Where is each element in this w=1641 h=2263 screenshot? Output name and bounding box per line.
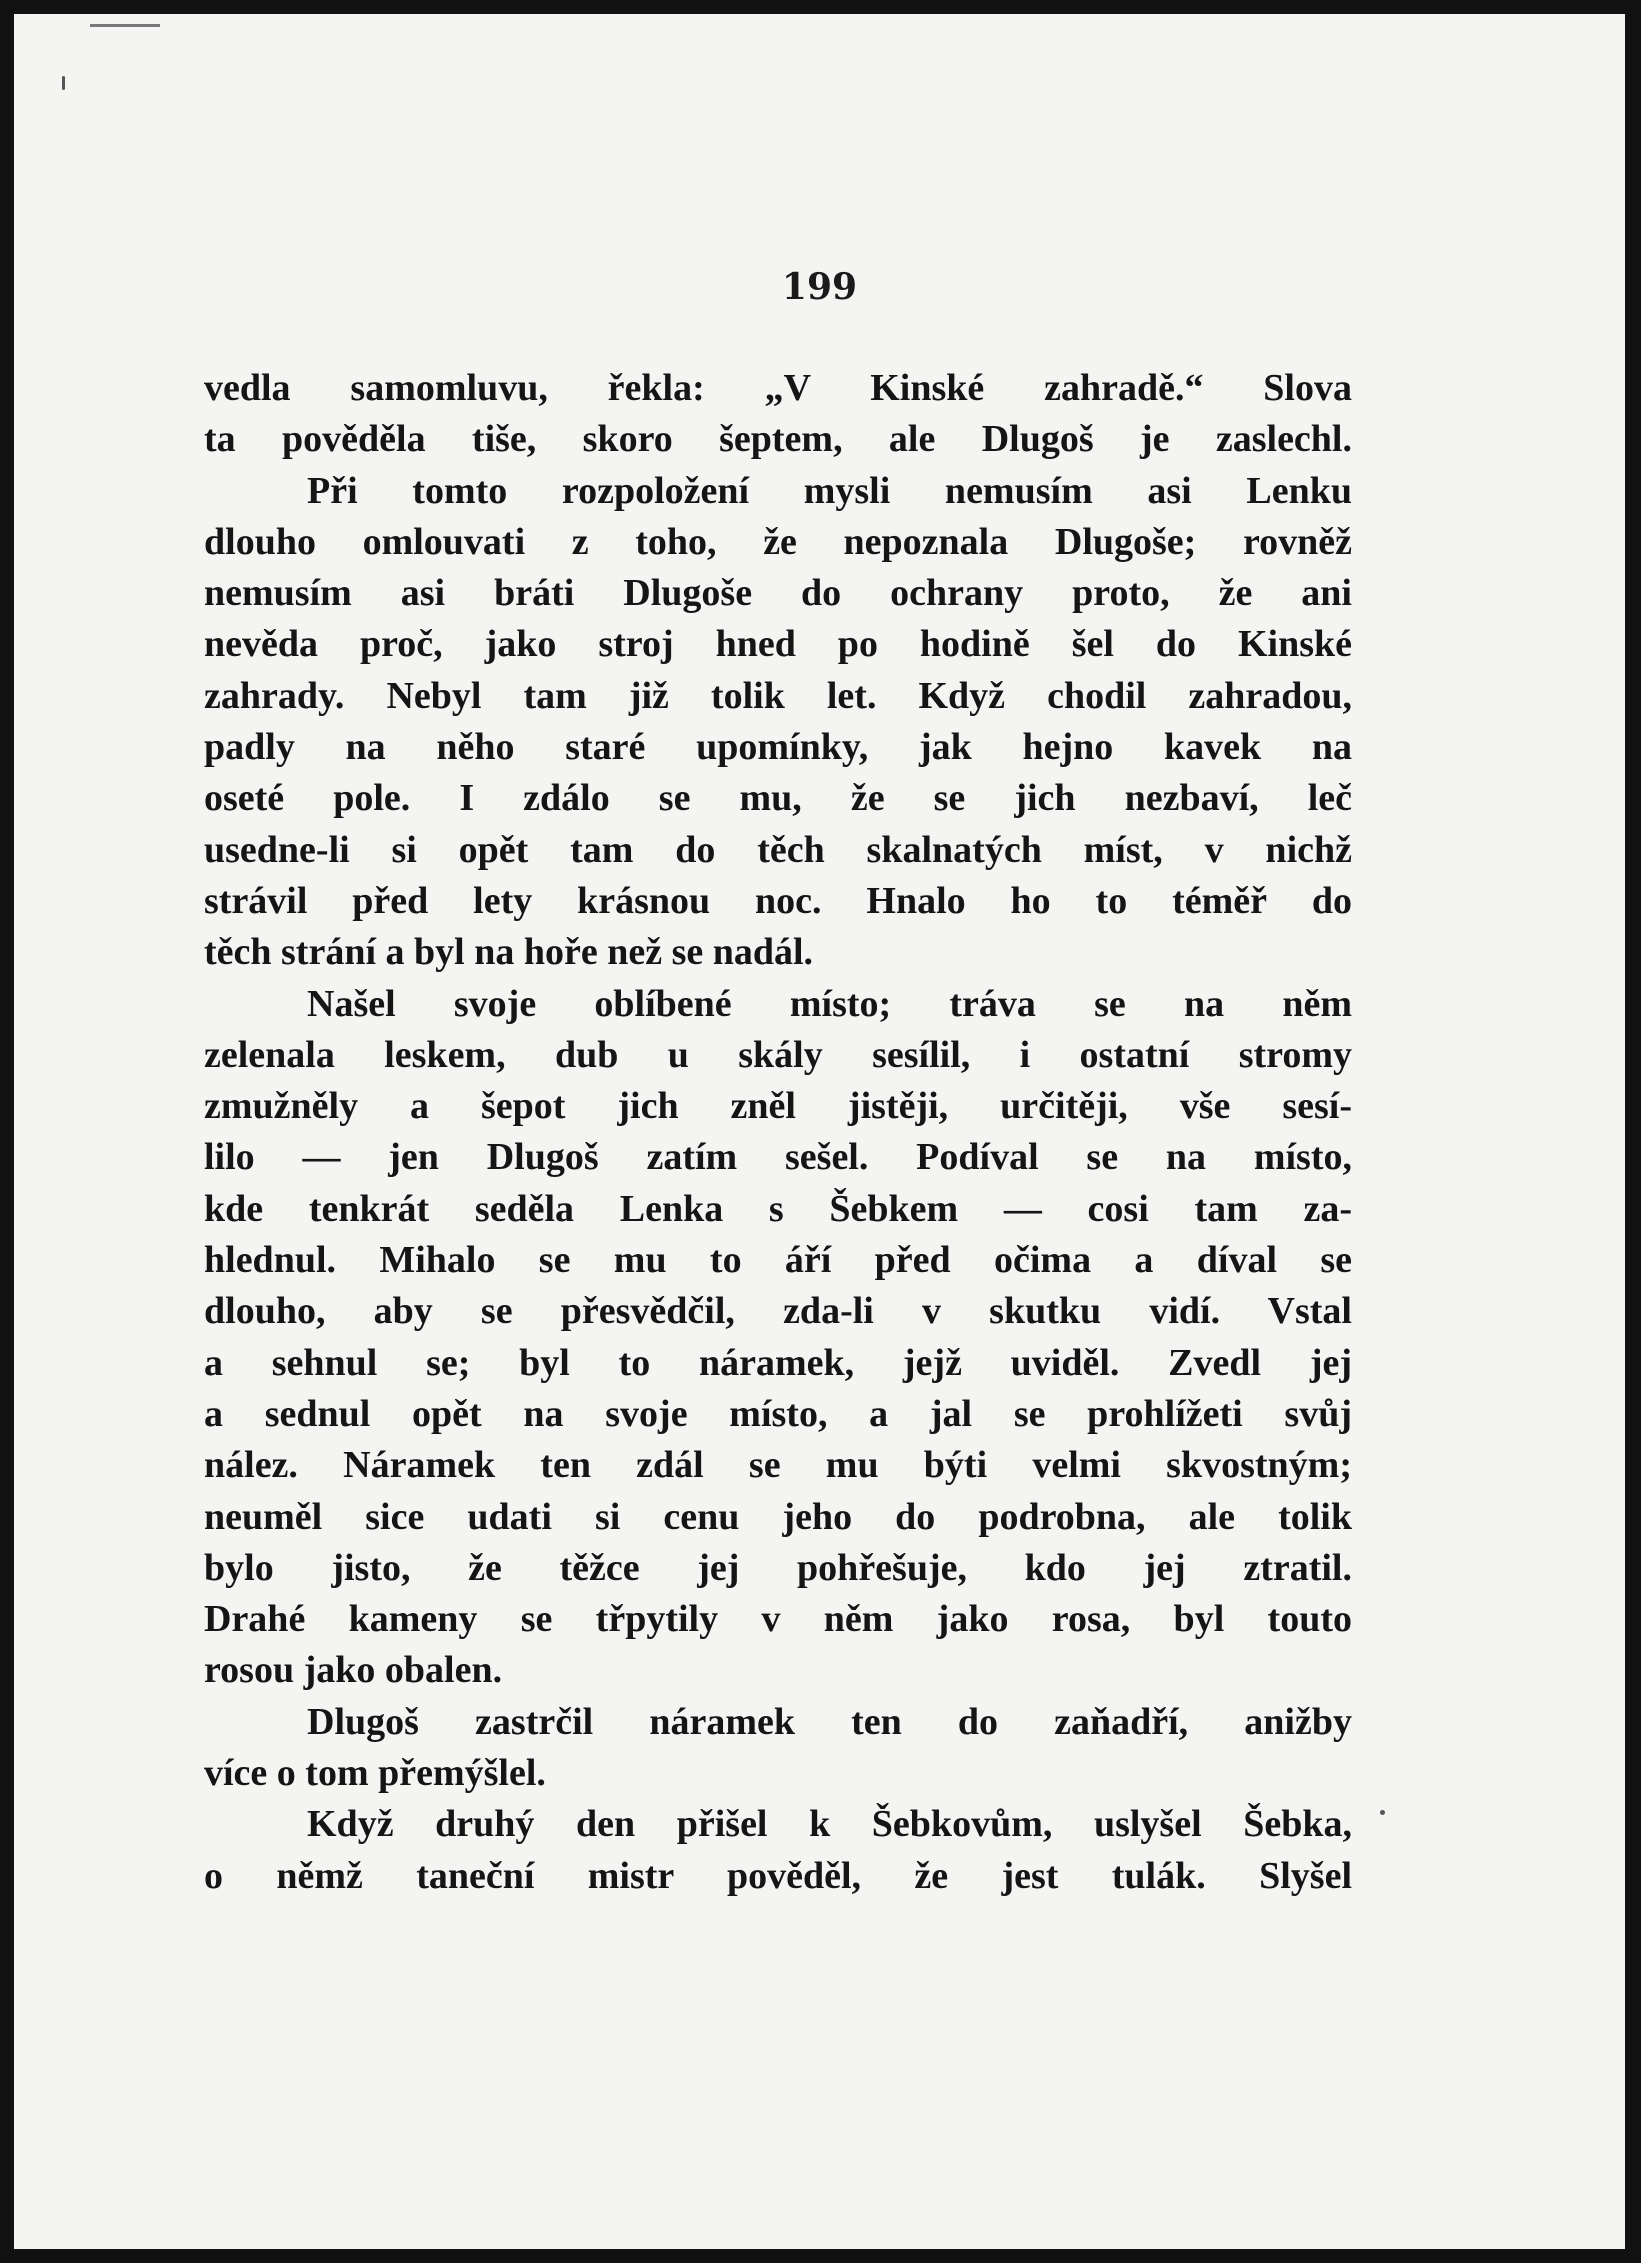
- text-line: vedla samomluvu, řekla: „V Kinské zahradě.“ Slova: [204, 367, 1352, 409]
- text-line: Když druhý den přišel k Šebkovům, uslyšel Šebka,: [307, 1803, 1352, 1846]
- text-line: lilo — jen Dlugoš zatím sešel. Podíval se na místo,: [204, 1136, 1352, 1179]
- text-line: bylo jisto, že těžce jej pohřešuje, kdo jej ztratil.: [204, 1546, 1352, 1589]
- text-line: a sehnul se; byl to náramek, jejž uviděl. Zvedl jej: [204, 1341, 1352, 1384]
- text-line: zmužněly a šepot jich zněl jistěji, určitěji, vše sesí-: [204, 1085, 1352, 1128]
- text-line: Drahé kameny se třpytily v něm jako rosa, byl touto: [204, 1598, 1352, 1641]
- scan-speck: [1380, 1810, 1385, 1815]
- text-line: zahrady. Nebyl tam již tolik let. Když chodil zahradou,: [204, 674, 1352, 717]
- text-line: Dlugoš zastrčil náramek ten do zaňadří, anižby: [307, 1700, 1352, 1743]
- text-line: dlouho, aby se přesvědčil, zda-li v skutku vidí. Vstal: [204, 1290, 1352, 1333]
- text-line: hlednul. Mihalo se mu to áří před očima a díval se: [204, 1239, 1352, 1282]
- scan-speck: [62, 76, 65, 90]
- text-line: nevěda proč, jako stroj hned po hodině šel do Kinské: [204, 623, 1352, 666]
- text-line: ta pověděla tiše, skoro šeptem, ale Dlugoš je zaslechl.: [204, 418, 1352, 461]
- text-line: rosou jako obalen.: [204, 1649, 503, 1692]
- text-line: kde tenkrát seděla Lenka s Šebkem — cosi tam za-: [204, 1187, 1352, 1230]
- text-line: dlouho omlouvati z toho, že nepoznala Dlugoše; rovněž: [204, 520, 1352, 563]
- text-line: oseté pole. I zdálo se mu, že se jich nezbaví, leč: [204, 777, 1352, 820]
- body-text: [204, 363, 1352, 1902]
- text-line: zelenala leskem, dub u skály sesílil, i ostatní stromy: [204, 1033, 1352, 1076]
- text-line: neuměl sice udati si cenu jeho do podrobna, ale tolik: [204, 1495, 1352, 1538]
- scan-edge-mark: [90, 24, 160, 27]
- text-line: nemusím asi bráti Dlugoše do ochrany proto, že ani: [204, 572, 1352, 615]
- text-line: o němž taneční mistr pověděl, že jest tulák. Slyšel: [204, 1854, 1352, 1897]
- book-page: [14, 14, 1625, 2249]
- text-line: a sednul opět na svoje místo, a jal se prohlížeti svůj: [204, 1392, 1352, 1435]
- text-line: těch strání a byl na hoře než se nadál.: [204, 931, 814, 974]
- text-line: nález. Náramek ten zdál se mu býti velmi skvostným;: [204, 1444, 1352, 1487]
- text-line: strávil před lety krásnou noc. Hnalo ho to téměř do: [204, 879, 1352, 922]
- text-line: padly na něho staré upomínky, jak hejno kavek na: [204, 726, 1352, 769]
- text-line: více o tom přemýšlel.: [204, 1752, 546, 1795]
- text-line: usedne-li si opět tam do těch skalnatých míst, v nichž: [204, 828, 1352, 871]
- text-line: Našel svoje oblíbené místo; tráva se na něm: [307, 982, 1352, 1025]
- text-line: Při tomto rozpoložení mysli nemusím asi Lenku: [307, 469, 1352, 512]
- page-number: 199: [781, 266, 858, 308]
